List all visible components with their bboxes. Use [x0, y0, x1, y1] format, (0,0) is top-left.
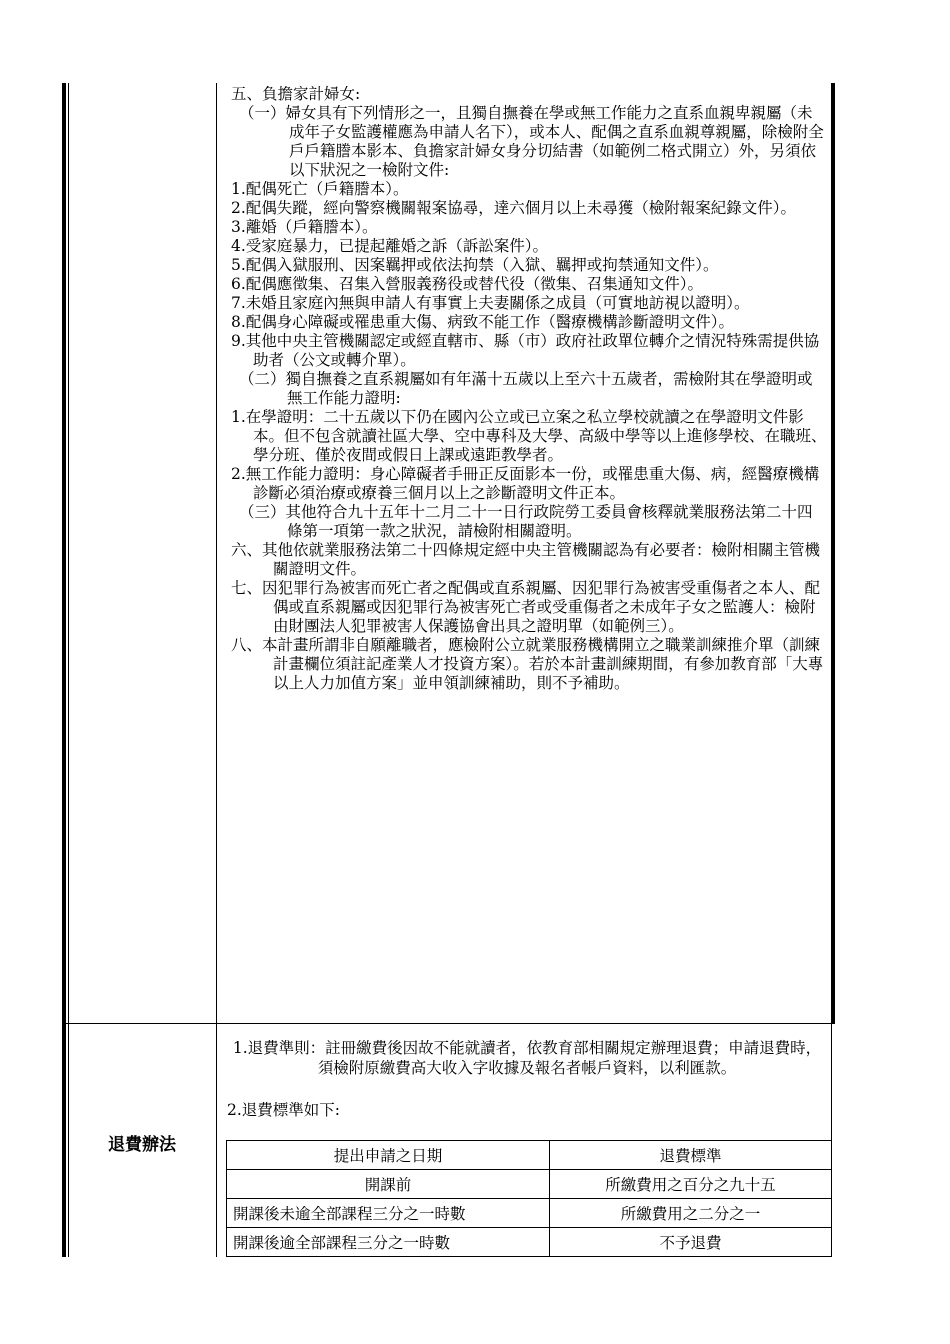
list-item: 3.離婚（戶籍謄本）。 [231, 218, 378, 236]
table-row [227, 1228, 832, 1257]
list-item: 1.配偶死亡（戶籍謄本）。 [231, 180, 409, 198]
table-row [227, 1170, 832, 1199]
refund-table [226, 1140, 832, 1257]
refund-rule: 1.退費準則：註冊繳費後因故不能就讀者，依教育部相關規定辦理退費；申請退費時，須檢附原繳費高大收入字收據及報名者帳戶資料，以利匯款。 [232, 1039, 822, 1077]
row-divider [62, 1023, 835, 1024]
list-item: 2.無工作能力證明：身心障礙者手冊正反面影本一份，或罹患重大傷、病，經醫療機構診斷必須治療或療養三個月以上之診斷證明文件正本。 [231, 465, 820, 502]
list-item: 5.配偶入獄服刑、因案羈押或依法拘禁（入獄、羈押或拘禁通知文件）。 [231, 256, 719, 274]
table-cell: 所繳費用之百分之九十五 [550, 1170, 832, 1199]
list-item: 8.配偶身心障礙或罹患重大傷、病致不能工作（醫療機構診斷證明文件）。 [231, 313, 735, 331]
list-item: 9.其他中央主管機關認定或經直轄市、縣（市）政府社政單位轉介之情況特殊需提供協助者（公文或轉介單）。 [231, 332, 820, 369]
table-header-row [227, 1141, 832, 1170]
eligibility-content [227, 85, 827, 693]
section5-item3: （三）其他符合九十五年十二月二十一日行政院勞工委員會核釋就業服務法第二十四條第一項第一款之狀況，請檢附相關證明。 [239, 503, 813, 540]
section5-item2-intro: （二）獨自撫養之直系親屬如有年滿十五歲以上至六十五歲者，需檢附其在學證明或無工作能力證明: [239, 370, 813, 407]
list-item: 2.配偶失蹤，經向警察機關報案協尋，達六個月以上未尋獲（檢附報案紀錄文件）。 [231, 199, 797, 217]
section6: 六、其他依就業服務法第二十四條規定經中央主管機關認為有必要者：檢附相關主管機關證明文件。 [231, 541, 821, 578]
header-cell: 提出申請之日期 [227, 1141, 550, 1170]
list-item: 7.未婚且家庭內無與申請人有事實上夫妻關係之成員（可實地訪視以證明）。 [231, 294, 750, 312]
table-left-border-thick [62, 83, 66, 1257]
refund-label: 退費辦法 [108, 1135, 176, 1155]
table-cell: 開課前 [227, 1170, 550, 1199]
refund-standard-title: 2.退費標準如下: [227, 1101, 341, 1119]
table-row [227, 1199, 832, 1228]
list-item: 6.配偶應徵集、召集入營服義務役或替代役（徵集、召集通知文件）。 [231, 275, 704, 293]
list-item: 1.在學證明：二十五歲以下仍在國內公立或已立案之私立學校就讀之在學證明文件影本。但不包含就讀社區大學、空中專科及大學、高級中學等以上進修學校、在職班、學分班、僅於夜間或假日上課或遠距教學者。 [231, 408, 827, 464]
header-cell: 退費標準 [550, 1141, 832, 1170]
section5-list2 [227, 408, 827, 503]
refund-content [227, 1038, 827, 1120]
section5-item1-intro: （一）婦女具有下列情形之一，且獨自撫養在學或無工作能力之直系血親卑親屬（未成年子女監護權應為申請人名下），或本人、配偶之直系血親尊親屬，除檢附全戶戶籍謄本影本、負擔家計婦女身分切結書（如範例二格式開立）外，另須依以下狀況之一檢附文件: [239, 104, 824, 179]
section5-list1 [227, 180, 827, 370]
table-cell: 所繳費用之二分之一 [550, 1199, 832, 1228]
table-cell: 開課後未逾全部課程三分之一時數 [227, 1199, 550, 1228]
column-divider [216, 83, 217, 1257]
section8: 八、本計畫所謂非自願離職者，應檢附公立就業服務機構開立之職業訓練推介單（訓練計畫欄位須註記產業人才投資方案）。若於本計畫訓練期間，有參加教育部「大專以上人力加值方案」並申領訓練補助，則不予補助。 [231, 636, 824, 692]
table-cell: 開課後逾全部課程三分之一時數 [227, 1228, 550, 1257]
list-item: 4.受家庭暴力，已提起離婚之訴（訴訟案件）。 [231, 237, 549, 255]
table-cell: 不予退費 [550, 1228, 832, 1257]
section7: 七、因犯罪行為被害而死亡者之配偶或直系親屬、因犯罪行為被害受重傷者之本人、配偶或直系親屬或因犯罪行為被害死亡者或受重傷者之未成年子女之監護人：檢附由財團法人犯罪被害人保護協會出具之證明單（如範例三）。 [231, 579, 821, 635]
section5-title: 五、負擔家計婦女: [231, 85, 361, 103]
table-right-border [831, 83, 835, 1023]
table-left-border-inner [68, 83, 69, 1257]
